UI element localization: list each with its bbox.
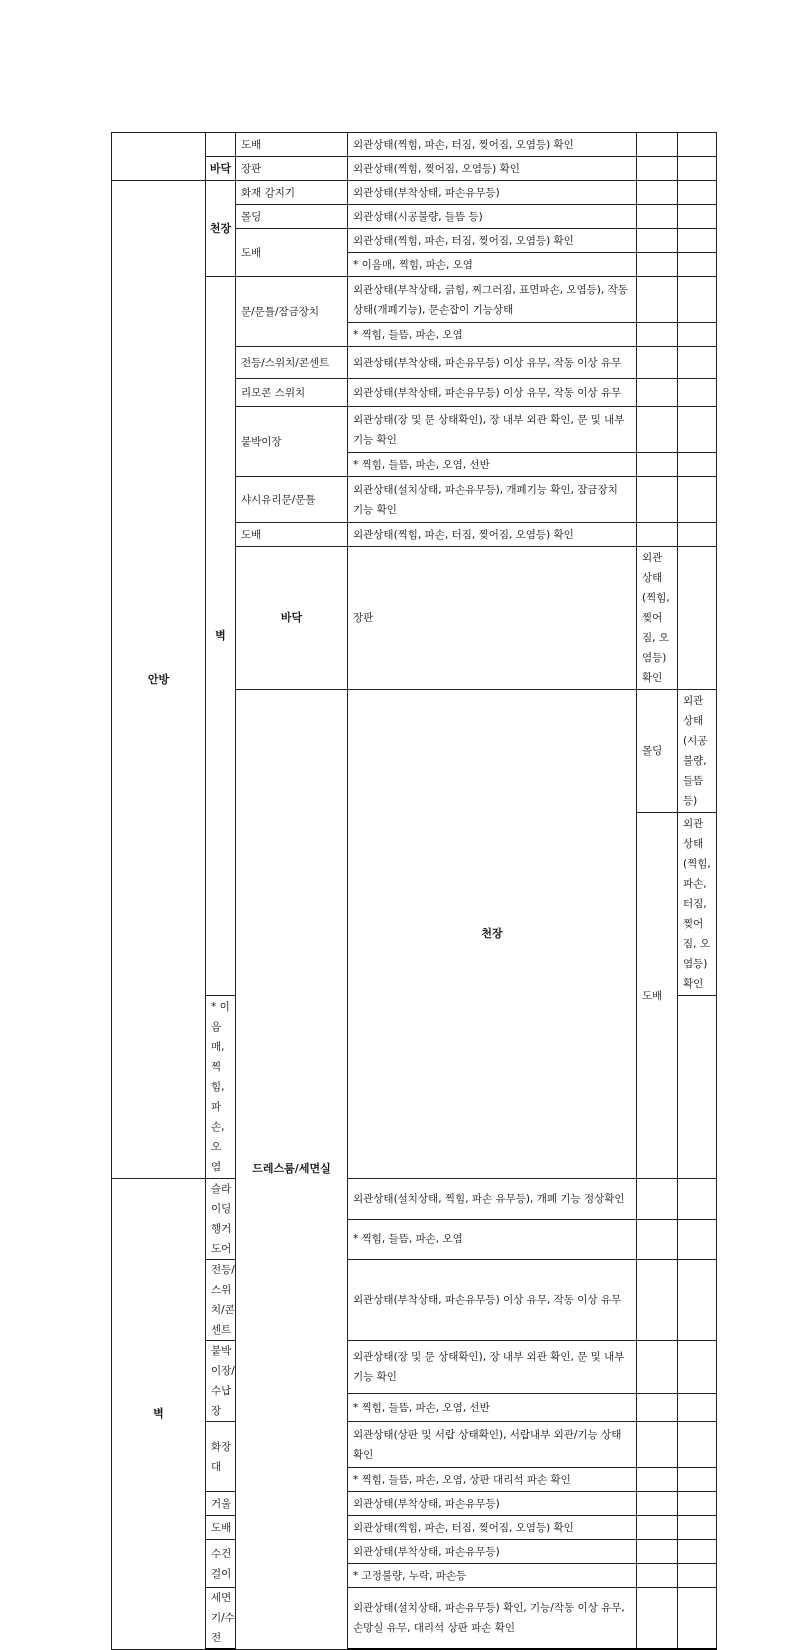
remarks-cell[interactable] [678,1564,717,1588]
check-box-cell[interactable] [637,1516,678,1540]
item-cell: 붙박이장/수납장 [206,1341,236,1422]
item-cell: 도배 [637,813,678,1179]
zone-cell: 바닥 [236,547,348,690]
check-box-cell[interactable] [637,229,678,253]
item-cell: 슬라이딩 행거 도어 [206,1179,236,1260]
remarks-cell[interactable] [678,1394,717,1422]
check-description-cell: * 찍힘, 들뜸, 파손, 오염, 선반 [348,453,637,477]
check-description-cell: 외관상태(상판 및 서랍 상태확인), 서랍내부 외관/기능 상태 확인 [348,1422,637,1468]
remarks-cell[interactable] [678,1540,717,1564]
table-row [112,1179,717,1220]
zone-cell: 천장 [348,690,637,1179]
item-cell: 거울 [206,1492,236,1516]
remarks-cell[interactable] [678,379,717,407]
remarks-cell[interactable] [678,253,717,277]
check-description-cell: 외관상태(찍힘, 파손, 터짐, 찢어짐, 오염등) 확인 [348,133,637,157]
check-box-cell[interactable] [637,1394,678,1422]
check-description-cell: 외관상태(부착상태, 파손유무등) 이상 유무, 작동 이상 유무 [348,1260,637,1341]
zone-cell: 벽 [112,1179,206,1650]
check-box-cell[interactable] [637,1564,678,1588]
check-box-cell[interactable] [637,477,678,523]
check-description-cell: * 이음매, 찍힘, 파손, 오염 [206,996,236,1179]
check-box-cell[interactable] [637,407,678,453]
check-box-cell[interactable] [637,1492,678,1516]
table-row [112,133,717,157]
room-cell [112,133,206,181]
check-description-cell: * 이음매, 찍힘, 파손, 오염 [348,253,637,277]
check-box-cell[interactable] [637,1219,678,1260]
remarks-cell[interactable] [678,181,717,205]
check-description-cell: 외관상태(설치상태, 찍힘, 파손 유무등), 개폐 기능 정상확인 [348,1179,637,1220]
check-description-cell: 외관상태(장 및 문 상태확인), 장 내부 외관 확인, 문 및 내부 기능 확인 [348,407,637,453]
check-description-cell: 외관상태(부착상태, 파손유무등) [348,181,637,205]
check-description-cell: 외관상태(시공불량, 들뜸 등) [678,690,717,813]
check-box-cell[interactable] [678,996,717,1179]
check-box-cell[interactable] [637,347,678,379]
room-cell: 드레스룸/세면실 [236,690,348,1650]
item-cell: 몰딩 [236,205,348,229]
zone-cell: 천장 [206,181,236,277]
check-description-cell: 외관상태(찍힘, 파손, 터짐, 찢어짐, 오염등) 확인 [348,1516,637,1540]
check-description-cell: 외관상태(찍힘, 파손, 터짐, 찢어짐, 오염등) 확인 [348,523,637,547]
check-box-cell[interactable] [637,157,678,181]
remarks-cell[interactable] [678,1492,717,1516]
item-cell: 샤시유리문/문틀 [236,477,348,523]
remarks-cell[interactable] [678,1341,717,1394]
check-box-cell[interactable] [637,1468,678,1492]
check-box-cell[interactable] [637,133,678,157]
remarks-cell[interactable] [678,1516,717,1540]
zone-cell [206,133,236,157]
check-box-cell[interactable] [637,205,678,229]
check-description-cell: 외관상태(찍힘, 찢어짐, 오염등) 확인 [637,547,678,690]
check-description-cell: * 고정불량, 누락, 파손등 [348,1564,637,1588]
zone-cell: 벽 [206,277,236,996]
remarks-cell[interactable] [678,347,717,379]
remarks-cell[interactable] [678,133,717,157]
check-box-cell[interactable] [678,547,717,690]
item-cell: 리모콘 스위치 [236,379,348,407]
check-box-cell[interactable] [637,453,678,477]
check-description-cell: 외관상태(부착상태, 파손유무등) 이상 유무, 작동 이상 유무 [348,347,637,379]
check-box-cell[interactable] [637,277,678,323]
remarks-cell[interactable] [678,1260,717,1341]
check-box-cell[interactable] [637,1422,678,1468]
remarks-cell[interactable] [678,407,717,453]
remarks-cell[interactable] [678,205,717,229]
check-description-cell: * 찍힘, 들뜸, 파손, 오염, 선반 [348,1394,637,1422]
check-description-cell: * 찍힘, 들뜸, 파손, 오염, 상판 대리석 파손 확인 [348,1468,637,1492]
item-cell: 문/문틀/잠금장치 [236,277,348,347]
check-box-cell[interactable] [637,1540,678,1564]
remarks-cell[interactable] [678,157,717,181]
check-box-cell[interactable] [637,181,678,205]
remarks-cell[interactable] [678,477,717,523]
item-cell: 전등/스위치/콘센트 [236,347,348,379]
check-description-cell: * 찍힘, 들뜸, 파손, 오염 [348,1219,637,1260]
item-cell: 도배 [236,133,348,157]
item-cell: 세면기/수전 [206,1588,236,1650]
remarks-cell[interactable] [678,1588,717,1650]
check-box-cell[interactable] [637,1260,678,1341]
item-cell: 장판 [236,157,348,181]
item-cell: 도배 [206,1516,236,1540]
check-box-cell[interactable] [637,1588,678,1650]
check-box-cell[interactable] [637,379,678,407]
check-description-cell: 외관상태(찍힘, 찢어짐, 오염등) 확인 [348,157,637,181]
check-description-cell: 외관상태(부착상태, 파손유무등) [348,1492,637,1516]
item-cell: 화재 감지기 [236,181,348,205]
check-box-cell[interactable] [637,1179,678,1220]
inspection-checklist-table [111,132,717,1650]
remarks-cell[interactable] [678,1468,717,1492]
check-description-cell: 외관상태(설치상태, 파손유무등) 확인, 기능/작동 이상 유무, 손망실 유무, 대리석 상판 파손 확인 [348,1588,637,1650]
check-description-cell: 외관상태(부착상태, 파손유무등) 이상 유무, 작동 이상 유무 [348,379,637,407]
check-box-cell[interactable] [637,253,678,277]
item-cell: 도배 [236,523,348,547]
item-cell: 도배 [236,229,348,277]
item-cell: 붙박이장 [236,407,348,477]
item-cell: 화장대 [206,1422,236,1492]
check-description-cell: 외관상태(부착상태, 긁힘, 찌그러짐, 표면파손, 오염등), 작동상태(개폐기능), 문손잡이 기능상태 [348,277,637,323]
check-description-cell: 외관상태(설치상태, 파손유무등), 개폐기능 확인, 잠금장치 기능 확인 [348,477,637,523]
remarks-cell[interactable] [678,1422,717,1468]
item-cell: 몰딩 [637,690,678,813]
remarks-cell[interactable] [678,453,717,477]
table-row [112,181,717,205]
remarks-cell[interactable] [678,1219,717,1260]
check-description-cell: 외관상태(찍힘, 파손, 터짐, 찢어짐, 오염등) 확인 [678,813,717,996]
item-cell: 전등/스위치/콘센트 [206,1260,236,1341]
remarks-cell[interactable] [678,229,717,253]
check-description-cell: 외관상태(시공불량, 들뜸 등) [348,205,637,229]
remarks-cell[interactable] [678,323,717,347]
check-description-cell: * 찍힘, 들뜸, 파손, 오염 [348,323,637,347]
remarks-cell[interactable] [678,523,717,547]
zone-cell: 바닥 [206,157,236,181]
remarks-cell[interactable] [678,1179,717,1220]
item-cell: 수건걸이 [206,1540,236,1588]
room-cell: 안방 [112,181,206,1179]
remarks-cell[interactable] [678,277,717,323]
check-description-cell: 외관상태(찍힘, 파손, 터짐, 찢어짐, 오염등) 확인 [348,229,637,253]
check-box-cell[interactable] [637,323,678,347]
check-description-cell: 외관상태(부착상태, 파손유무등) [348,1540,637,1564]
check-description-cell: 외관상태(장 및 문 상태확인), 장 내부 외관 확인, 문 및 내부 기능 확인 [348,1341,637,1394]
check-box-cell[interactable] [637,523,678,547]
item-cell: 장판 [348,547,637,690]
check-box-cell[interactable] [637,1341,678,1394]
